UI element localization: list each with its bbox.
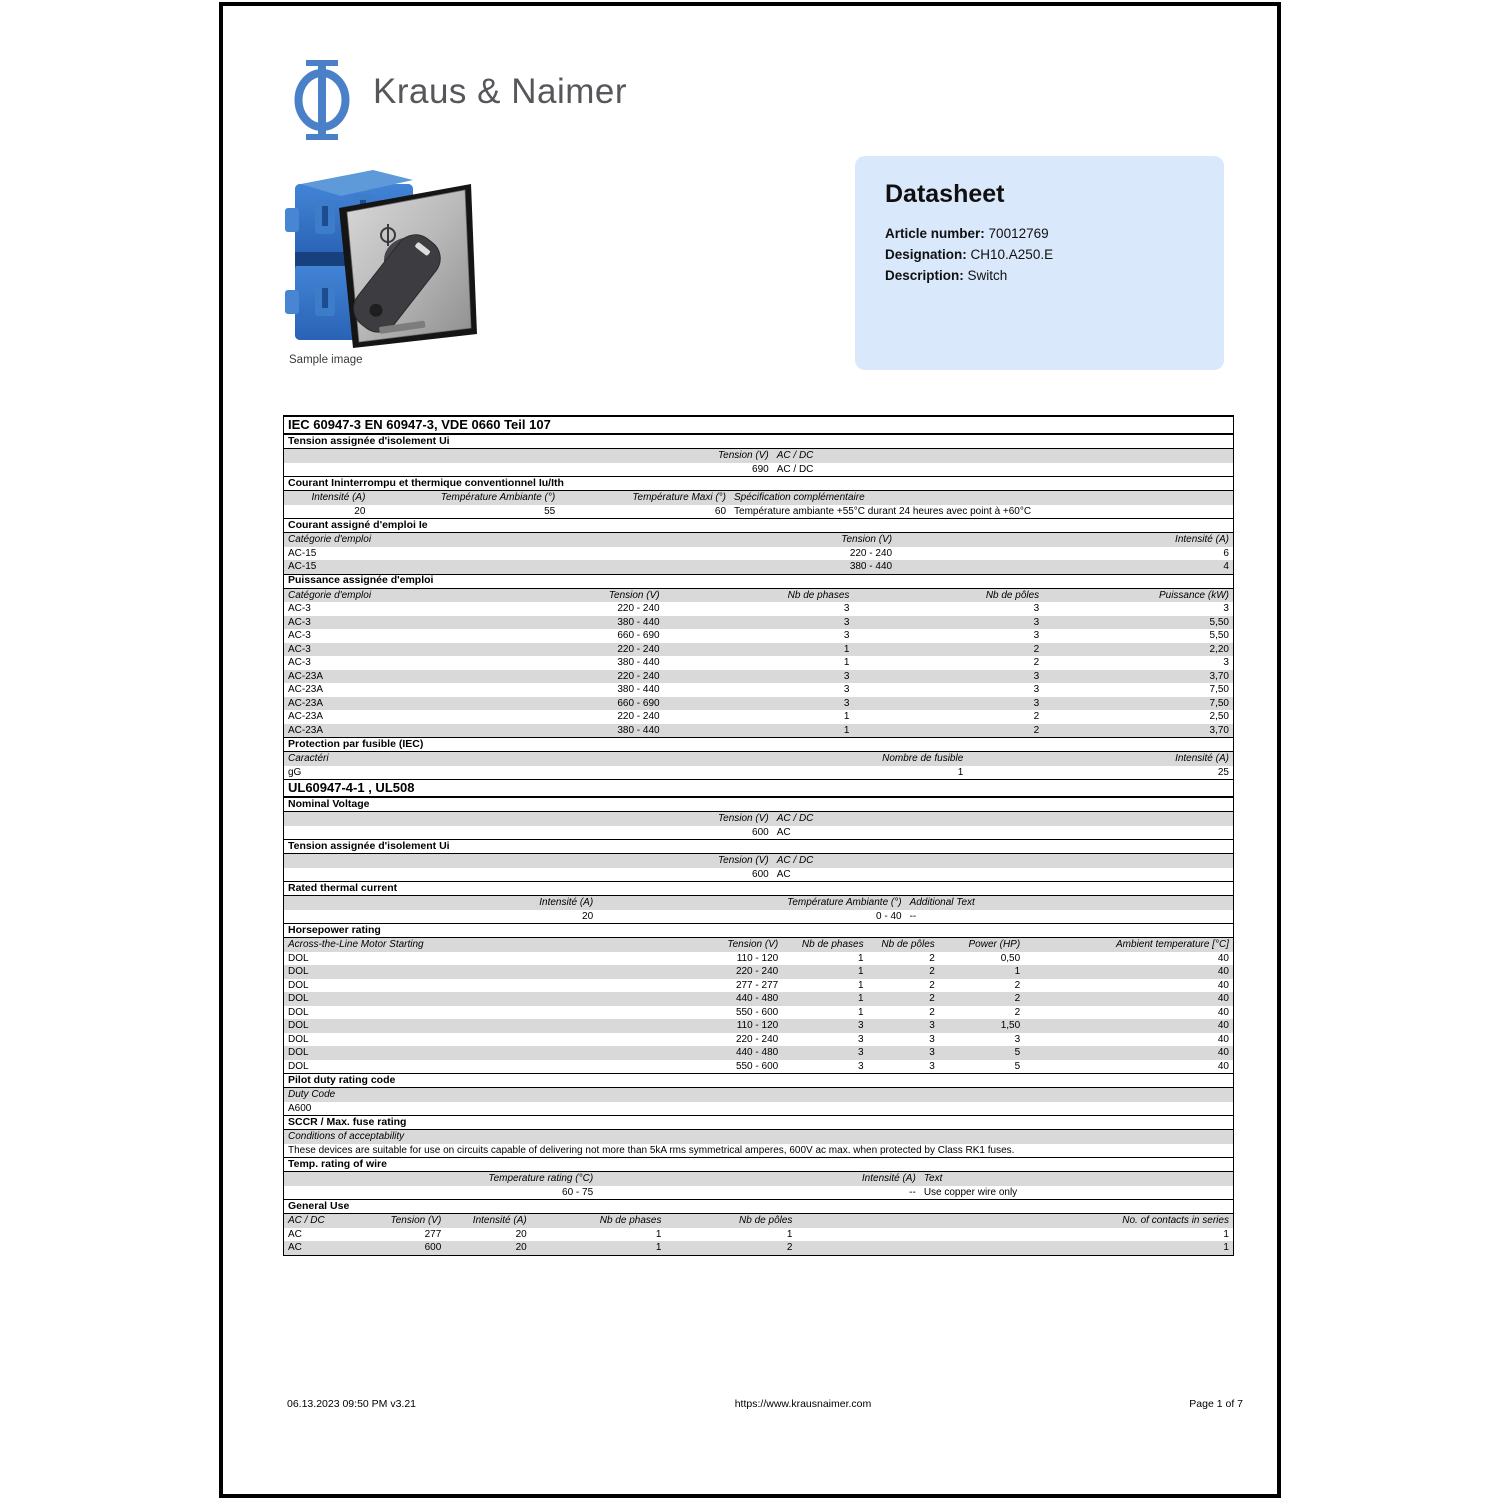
table-cell: DOL	[288, 1020, 309, 1032]
table-cell: 3	[843, 670, 850, 682]
table-cell: 690	[752, 463, 769, 475]
table-cell: 660 - 690	[617, 630, 660, 642]
table-section-row	[284, 1199, 1233, 1214]
table-cell: Tension (V)	[841, 534, 893, 546]
datasheet-info-box	[855, 156, 1224, 370]
table-section-row	[284, 1073, 1233, 1088]
table-cell: 1	[843, 724, 850, 736]
table-cell: 7,50	[1209, 697, 1229, 709]
table-cell: 40	[1217, 1020, 1229, 1032]
table-row	[284, 547, 1233, 561]
table-cell: 220 - 240	[617, 603, 660, 615]
table-header-row	[284, 1088, 1233, 1102]
table-cell: Tension assignée d'isolement Ui	[288, 435, 450, 447]
table-cell: Intensité (A)	[1175, 753, 1229, 765]
table-cell: 3	[1033, 603, 1040, 615]
table-cell: Intensité (A)	[311, 492, 366, 504]
table-cell: Température Ambiante (°)	[787, 897, 902, 909]
table-row	[284, 992, 1233, 1006]
table-cell: 3	[858, 1060, 864, 1072]
table-cell: --	[909, 910, 917, 922]
table-cell: 2	[1033, 657, 1040, 669]
table-cell: 3	[1223, 603, 1229, 615]
table-cell: 3	[929, 1020, 935, 1032]
table-cell: Nb de phases	[599, 1215, 662, 1227]
table-cell: 0 - 40	[876, 910, 902, 922]
table-cell: Nb de pôles	[881, 939, 935, 951]
table-header-row	[284, 854, 1233, 868]
table-cell: AC-23A	[288, 697, 324, 709]
table-cell: Catégorie d'emploi	[288, 534, 372, 546]
table-row	[284, 697, 1233, 711]
table-cell: Courant Ininterrompu et thermique conventionnel Iu/Ith	[288, 477, 564, 489]
table-row	[284, 724, 1233, 738]
table-cell: 220 - 240	[617, 670, 660, 682]
table-cell: Pilot duty rating code	[288, 1074, 396, 1086]
table-cell: DOL	[288, 1006, 309, 1018]
table-header-row	[284, 896, 1233, 910]
table-cell: 3	[843, 697, 850, 709]
table-cell: Additional Text	[909, 897, 975, 909]
table-cell: Courant assigné d'emploi Ie	[288, 519, 428, 531]
table-cell: 1	[843, 643, 850, 655]
table-cell: Tension (V)	[608, 589, 660, 601]
table-cell: Puissance (kW)	[1158, 589, 1229, 601]
table-cell: Temp. rating of wire	[288, 1158, 387, 1170]
table-row	[284, 910, 1233, 924]
table-cell: Nb de pôles	[985, 589, 1040, 601]
table-row	[284, 1186, 1233, 1200]
table-cell: Temperature rating (°C)	[488, 1173, 594, 1185]
table-section-row	[284, 434, 1233, 449]
table-cell: Use copper wire only	[923, 1186, 1018, 1198]
table-cell: Power (HP)	[968, 939, 1021, 951]
table-cell: 40	[1217, 1006, 1229, 1018]
table-cell: 2	[1014, 993, 1021, 1005]
table-cell: AC / DC	[288, 1215, 325, 1227]
table-cell: 550 - 600	[735, 1060, 779, 1072]
table-cell: Intensité (A)	[861, 1173, 916, 1185]
table-row	[284, 766, 1233, 780]
table-row	[284, 1144, 1233, 1158]
table-cell: 2	[1014, 979, 1021, 991]
table-section-row	[284, 737, 1233, 752]
table-cell: 440 - 480	[735, 993, 779, 1005]
table-cell: Nominal Voltage	[288, 798, 370, 810]
table-cell: Tension (V)	[390, 1215, 442, 1227]
table-row	[284, 670, 1233, 684]
table-cell: 660 - 690	[617, 697, 660, 709]
table-cell: 3	[929, 1060, 935, 1072]
table-cell: 6	[1223, 547, 1229, 559]
table-cell: 2	[786, 1242, 793, 1254]
table-cell: AC-3	[288, 630, 311, 642]
table-cell: AC-15	[288, 561, 317, 573]
table-row	[284, 826, 1233, 840]
table-cell: 1	[858, 993, 864, 1005]
description-label: Description:	[885, 268, 964, 283]
sample-image-caption: Sample image	[289, 354, 363, 366]
designation-value: CH10.A250.E	[970, 247, 1054, 262]
table-cell: 1	[786, 1228, 793, 1240]
table-cell: 2	[1014, 1006, 1021, 1018]
table-cell: AC-3	[288, 616, 311, 628]
table-section-row	[284, 518, 1233, 533]
table-cell: General Use	[288, 1200, 350, 1212]
table-cell: Spécification complémentaire	[734, 492, 865, 504]
table-cell: 3	[858, 1047, 864, 1059]
table-cell: 3	[858, 1033, 864, 1045]
table-cell: 110 - 120	[736, 952, 779, 964]
table-cell: 2	[929, 952, 935, 964]
table-cell: 1	[1014, 966, 1021, 978]
table-cell: 220 - 240	[617, 643, 660, 655]
table-cell: Duty Code	[288, 1089, 336, 1101]
table-row	[284, 643, 1233, 657]
table-row	[284, 965, 1233, 979]
table-cell: 55	[544, 505, 556, 517]
table-cell: Tension (V)	[717, 813, 769, 825]
table-cell: 2	[929, 979, 935, 991]
table-cell: Ambient temperature [°C]	[1116, 939, 1229, 951]
table-header-row	[284, 752, 1233, 766]
table-cell: 3	[843, 630, 850, 642]
table-cell: 3,70	[1209, 670, 1229, 682]
table-cell: 3	[929, 1033, 935, 1045]
table-cell: AC	[776, 868, 791, 880]
table-cell: 20	[515, 1242, 527, 1254]
table-header-row	[284, 449, 1233, 463]
table-cell: 5,50	[1209, 616, 1229, 628]
table-cell: 3,70	[1209, 724, 1229, 736]
table-cell: AC-23A	[288, 670, 324, 682]
table-cell: 277	[424, 1228, 442, 1240]
table-cell: Catégorie d'emploi	[288, 589, 372, 601]
table-row	[284, 979, 1233, 993]
table-section-row	[284, 839, 1233, 854]
table-row	[284, 1006, 1233, 1020]
table-cell: Nb de phases	[801, 939, 864, 951]
description-value: Switch	[967, 268, 1008, 283]
table-section-row	[284, 797, 1233, 812]
table-cell: 40	[1217, 1060, 1229, 1072]
table-cell: AC-3	[288, 657, 311, 669]
table-cell: 1	[858, 966, 864, 978]
table-cell: 3	[1033, 670, 1040, 682]
table-row	[284, 463, 1233, 477]
table-cell: 2	[1033, 724, 1040, 736]
table-header-row	[284, 1214, 1233, 1228]
table-cell: 550 - 600	[735, 1006, 779, 1018]
table-cell: Température Maxi (°)	[632, 492, 727, 504]
table-cell: AC-15	[288, 547, 317, 559]
designation-row	[885, 244, 1194, 265]
table-row	[284, 505, 1233, 519]
table-cell: Caractéri	[288, 753, 329, 765]
table-cell: Intensité (A)	[1175, 534, 1229, 546]
table-cell: AC	[288, 1228, 302, 1240]
table-cell: Tension (V)	[717, 450, 769, 462]
designation-label: Designation:	[885, 247, 967, 262]
spec-table	[283, 415, 1234, 1256]
table-cell: Tension (V)	[717, 855, 769, 867]
table-title-row	[284, 779, 1233, 797]
article-number-value: 70012769	[988, 226, 1049, 241]
table-cell: 7,50	[1209, 684, 1229, 696]
table-cell: 600	[752, 868, 769, 880]
table-row	[284, 602, 1233, 616]
table-cell: 3	[1033, 616, 1040, 628]
table-row	[284, 1102, 1233, 1116]
table-cell: 3	[843, 684, 850, 696]
table-section-row	[284, 574, 1233, 589]
table-cell: 2	[1033, 711, 1040, 723]
table-cell: 5	[1014, 1047, 1021, 1059]
table-cell: Tension (V)	[727, 939, 779, 951]
table-cell: 220 - 240	[617, 711, 660, 723]
product-sample-image	[281, 164, 485, 352]
table-cell: 110 - 120	[736, 1020, 779, 1032]
table-cell: 1	[655, 1228, 662, 1240]
table-cell: Nb de pôles	[739, 1215, 793, 1227]
table-row	[284, 1241, 1233, 1255]
table-cell: 600	[424, 1242, 442, 1254]
table-cell: AC / DC	[776, 463, 814, 475]
table-cell: 3	[843, 616, 850, 628]
table-row	[284, 656, 1233, 670]
table-cell: 40	[1217, 966, 1229, 978]
table-cell: Nombre de fusible	[882, 753, 964, 765]
table-cell: Température ambiante +55°C durant 24 heures avec point à +60°C	[734, 505, 1032, 517]
article-number-label: Article number:	[885, 226, 985, 241]
phi-logo-icon	[285, 58, 359, 147]
table-cell: 60 - 75	[562, 1186, 594, 1198]
table-cell: 3	[929, 1047, 935, 1059]
table-cell: 2	[929, 1006, 935, 1018]
footer-page-number: Page 1 of 7	[1189, 1398, 1243, 1410]
table-cell: AC / DC	[776, 813, 814, 825]
table-row	[284, 1228, 1233, 1242]
table-cell: 1,50	[1000, 1020, 1021, 1032]
table-cell: 380 - 440	[617, 657, 660, 669]
table-row	[284, 868, 1233, 882]
table-cell: 1	[1223, 1228, 1229, 1240]
table-row	[284, 629, 1233, 643]
description-row	[885, 265, 1194, 286]
table-cell: 40	[1217, 952, 1229, 964]
table-cell: Nb de phases	[787, 589, 850, 601]
table-cell: AC-23A	[288, 711, 324, 723]
table-cell: 1	[1223, 1242, 1229, 1254]
page-title: Datasheet	[885, 180, 1005, 208]
table-row	[284, 1046, 1233, 1060]
table-cell: 40	[1217, 1033, 1229, 1045]
table-cell: 2	[929, 966, 935, 978]
table-cell: DOL	[288, 979, 309, 991]
table-cell: 5	[1014, 1060, 1021, 1072]
table-cell: 440 - 480	[735, 1047, 779, 1059]
table-row	[284, 1019, 1233, 1033]
table-row	[284, 560, 1233, 574]
table-cell: 3	[1014, 1033, 1021, 1045]
table-cell: DOL	[288, 1060, 309, 1072]
table-section-row	[284, 476, 1233, 491]
table-cell: Conditions of acceptability	[288, 1131, 405, 1143]
table-cell: DOL	[288, 952, 309, 964]
table-cell: Protection par fusible (IEC)	[288, 738, 424, 750]
table-cell: Puissance assignée d'emploi	[288, 575, 434, 587]
table-cell: 40	[1217, 1047, 1229, 1059]
table-cell: 1	[957, 766, 964, 778]
table-cell: 1	[858, 1006, 864, 1018]
table-cell: 600	[752, 826, 769, 838]
footer-url: https://www.krausnaimer.com	[734, 1398, 872, 1410]
table-cell: 3	[1223, 657, 1229, 669]
table-cell: Across-the-Line Motor Starting	[288, 939, 424, 951]
table-cell: These devices are suitable for use on circuits capable of delivering not more than 5kA rms symmetrical amperes, 600V ac max. when protected by Class RK1 fuses.	[288, 1144, 1015, 1156]
table-cell: 3	[843, 603, 850, 615]
table-section-row	[284, 881, 1233, 896]
table-cell: 5,50	[1209, 630, 1229, 642]
table-cell: 40	[1217, 979, 1229, 991]
table-section-row	[284, 1115, 1233, 1130]
table-header-row	[284, 491, 1233, 505]
table-cell: Text	[923, 1173, 943, 1185]
table-cell: 1	[655, 1242, 662, 1254]
table-cell: UL60947-4-1 , UL508	[288, 780, 415, 795]
table-cell: --	[909, 1186, 916, 1198]
table-cell: 220 - 240	[735, 966, 779, 978]
table-cell: 20	[582, 910, 594, 922]
table-cell: 1	[858, 952, 864, 964]
table-cell: 1	[858, 979, 864, 991]
table-row	[284, 1033, 1233, 1047]
brand-name: Kraus & Naimer	[373, 72, 628, 111]
table-cell: Intensité (A)	[472, 1215, 527, 1227]
table-cell: Tension assignée d'isolement Ui	[288, 840, 450, 852]
table-cell: Température Ambiante (°)	[440, 492, 556, 504]
table-cell: Rated thermal current	[288, 882, 398, 894]
table-cell: 380 - 440	[849, 561, 893, 573]
table-cell: DOL	[288, 1047, 309, 1059]
table-title-row	[284, 416, 1233, 434]
document-page	[219, 2, 1281, 1498]
table-cell: AC-23A	[288, 684, 324, 696]
table-cell: AC	[288, 1242, 302, 1254]
table-cell: No. of contacts in series	[1122, 1215, 1229, 1227]
table-row	[284, 710, 1233, 724]
table-row	[284, 1060, 1233, 1074]
table-cell: 380 - 440	[617, 616, 660, 628]
table-row	[284, 616, 1233, 630]
table-cell: 40	[1217, 993, 1229, 1005]
table-cell: 3	[858, 1020, 864, 1032]
table-cell: 2,20	[1209, 643, 1229, 655]
table-cell: DOL	[288, 993, 309, 1005]
table-cell: 25	[1217, 766, 1229, 778]
table-cell: 3	[1033, 630, 1040, 642]
table-cell: 2	[1033, 643, 1040, 655]
table-cell: 3	[1033, 684, 1040, 696]
table-cell: 60	[714, 505, 727, 517]
table-cell: AC-3	[288, 643, 311, 655]
table-cell: Intensité (A)	[539, 897, 594, 909]
table-cell: Horsepower rating	[288, 924, 381, 936]
table-row	[284, 683, 1233, 697]
table-cell: AC	[776, 826, 791, 838]
table-cell: 4	[1223, 561, 1229, 573]
table-row	[284, 952, 1233, 966]
table-cell: 0,50	[1000, 952, 1021, 964]
table-cell: 1	[843, 657, 850, 669]
table-cell: DOL	[288, 1033, 309, 1045]
table-header-row	[284, 1172, 1233, 1186]
table-cell: AC-3	[288, 603, 311, 615]
table-header-row	[284, 812, 1233, 826]
table-cell: 220 - 240	[849, 547, 893, 559]
table-cell: 220 - 240	[735, 1033, 779, 1045]
table-cell: 380 - 440	[617, 684, 660, 696]
table-cell: AC / DC	[776, 450, 814, 462]
footer-timestamp: 06.13.2023 09:50 PM v3.21	[287, 1398, 417, 1410]
table-cell: AC-23A	[288, 724, 324, 736]
table-header-row	[284, 589, 1233, 603]
article-number-row	[885, 223, 1194, 244]
table-cell: gG	[288, 766, 302, 778]
table-cell: IEC 60947-3 EN 60947-3, VDE 0660 Teil 107	[288, 417, 551, 432]
table-cell: 2	[929, 993, 935, 1005]
table-header-row	[284, 938, 1233, 952]
table-cell: 20	[354, 505, 366, 517]
table-cell: 380 - 440	[617, 724, 660, 736]
table-cell: DOL	[288, 966, 309, 978]
table-cell: 1	[843, 711, 850, 723]
table-cell: 20	[515, 1228, 527, 1240]
table-header-row	[284, 533, 1233, 547]
table-cell: 2,50	[1209, 711, 1229, 723]
table-cell: A600	[288, 1102, 312, 1114]
table-section-row	[284, 1157, 1233, 1172]
table-cell: SCCR / Max. fuse rating	[288, 1116, 407, 1128]
table-cell: AC / DC	[776, 855, 814, 867]
table-header-row	[284, 1130, 1233, 1144]
table-cell: 277 - 277	[735, 979, 779, 991]
table-cell: 3	[1033, 697, 1040, 709]
info-fields	[885, 223, 1194, 286]
table-section-row	[284, 923, 1233, 938]
